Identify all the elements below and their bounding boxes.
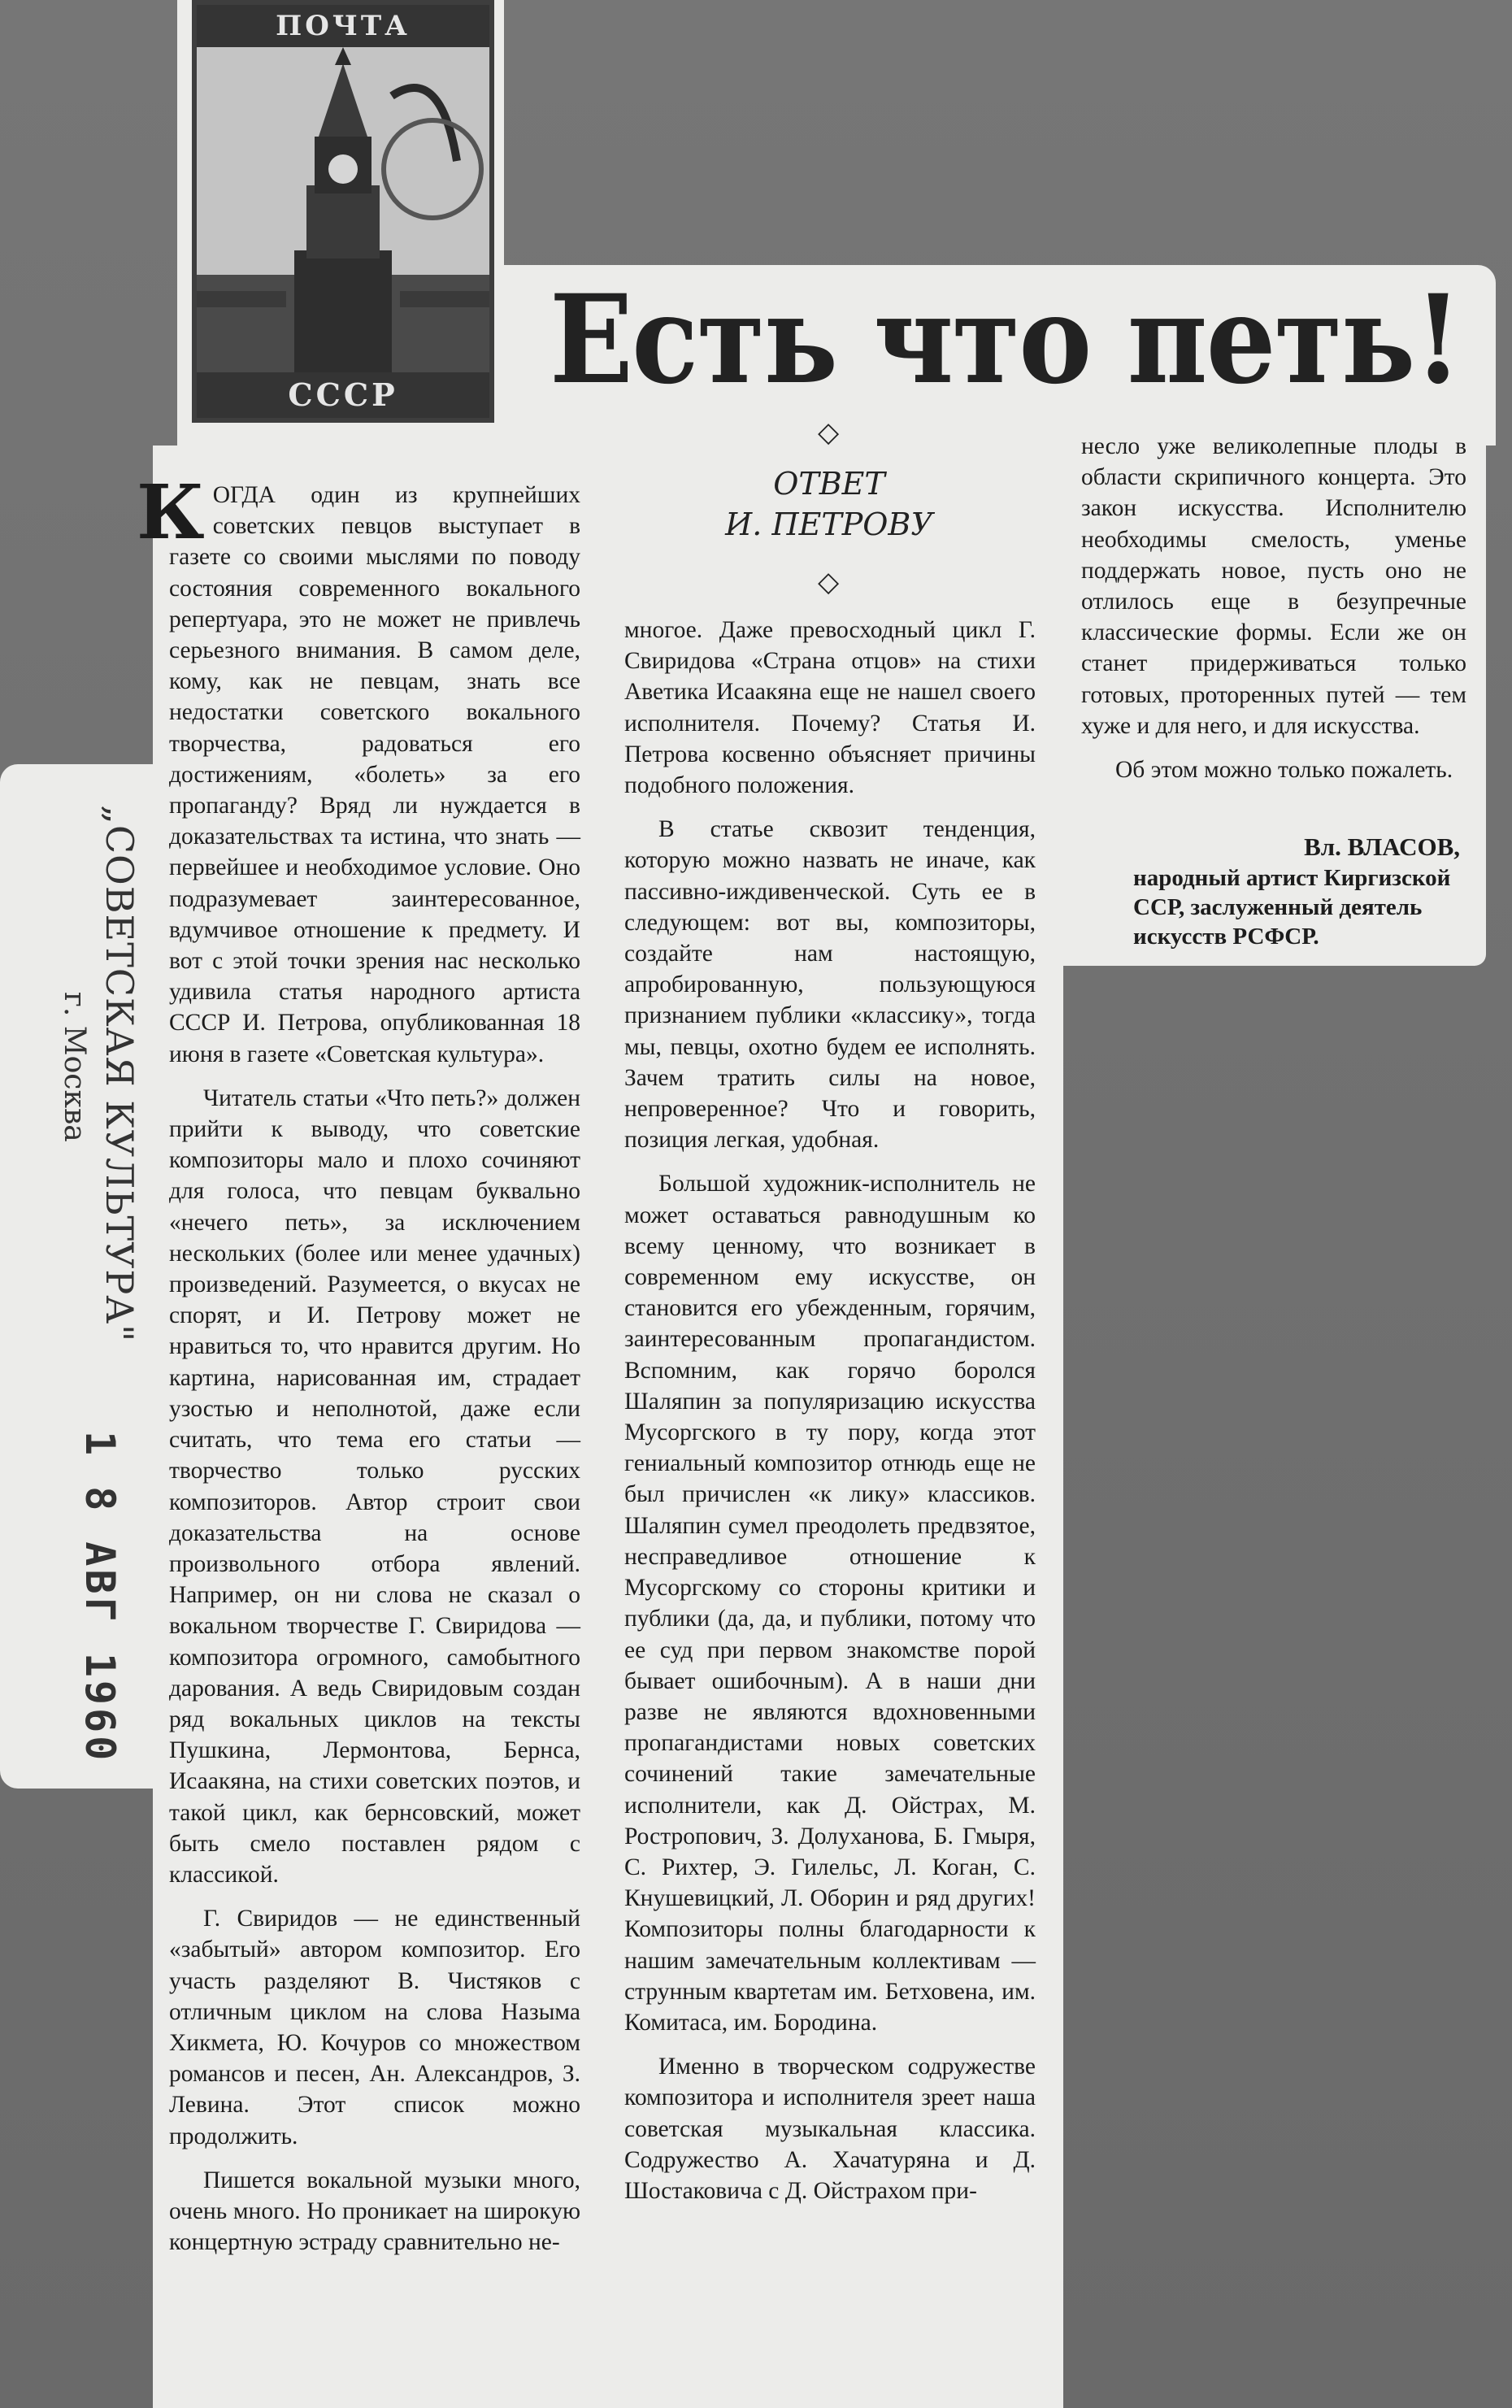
paragraph: В статье сквозит тенденция, которую можно назвать не иначе, как пассивно-иждивенческой. Суть ее в следующем: вот вы, композиторы, создайте нам настоящую, апробированную, пользующуюся признанием публики «классику», тогда мы, певцы, охотно будем ее исполнять. Зачем тратить силы на новое, непроверенное? Что и говорить, позиция легкая, удобная. bbox=[624, 816, 1036, 1154]
paragraph: Читатель статьи «Что петь?» должен прийти к выводу, что советские композиторы мало и плохо сочиняют для голоса, что певцам буквально «нечего петь», за исключением нескольких (более или менее удачных) произведений. Разумеется, о вкусах не спорят, и И. Петрову может не нравиться то, что нравится другим. Но картина, нарисованная им, страдает узостью и неполнотой, даже если считать, что тема его статьи — творчество только русских композиторов. Автор строит свои доказательства на основе произвольного отбора явлений. Например, он ни слова не сказал о вокальном творчестве Г. Свиридова — композитора огромного, самобытного дарования. А ведь Свиридовым создан ряд вокальных циклов на тексты Пушкина, Лермонтова, Бернса, Исаакяна, на стихи советских поэтов, и такой цикл, как бернсовский, может быть смело поставлен рядом с классикой. bbox=[169, 1084, 580, 1888]
diamond-ornament-bottom: ◇ bbox=[818, 566, 840, 598]
source-city: г. Москва bbox=[58, 992, 91, 1142]
subhead-line-1: ОТВЕТ bbox=[773, 466, 885, 502]
kremlin-spasskaya-tower-icon bbox=[197, 47, 489, 372]
source-date-stamp: 1 8 АВГ 1960 bbox=[76, 1431, 124, 1764]
author-title: народный артист Киргизской ССР, заслуженный деятель искусств РСФСР. bbox=[1133, 865, 1451, 950]
paragraph: несло уже великолепные плоды в области скрипичного концерта. Это закон искусства. Исполнителю необходимы смелость, уменье поддержать новое, пусть оно не отлилось еще в безупречные классические формы. Если же он станет придерживаться только готовых, проторенных путей — тем хуже и для него, и для искусства. bbox=[1081, 433, 1466, 739]
text-column-2 bbox=[624, 615, 1036, 2206]
stamp-top-text: ПОЧТА bbox=[197, 5, 489, 47]
paragraph-text: ОГДА один из крупнейших советских певцов выступает в газете со своими мыслями по поводу состояния современного вокального репертуара, это не может не привлечь серьезного внимания. В самом деле, кому, как не певцам, знать все недостатки советского вокального творчества, радоваться его достижениям, «болеть» за его пропаганду? Вряд ли нуждается в доказательствах та истина, что знать — первейшее и необходимое условие. Оно подразумевает заинтересованное, вдумчивое отношение к предмету. И вот с этой точки зрения нас несколько удивила статья народного артиста СССР И. Петрова, опубликованная 18 июня в газете «Советская культура». bbox=[169, 482, 580, 1067]
text-column-1 bbox=[137, 468, 580, 2258]
paragraph: многое. Даже превосходный цикл Г. Свиридова «Страна отцов» на стихи Аветика Исаакяна еще не нашел своего исполнителя. Почему? Статья И. Петрова косвенно объясняет причины подобного положения. bbox=[624, 617, 1036, 799]
paragraph: Пишется вокальной музыки много, очень много. Но проникает на широкую концертную эстраду сравнительно не- bbox=[169, 2167, 580, 2256]
diamond-ornament-top: ◇ bbox=[818, 416, 840, 449]
author-name: Вл. ВЛАСОВ, bbox=[1304, 832, 1460, 861]
paragraph: Об этом можно только пожалеть. bbox=[1115, 757, 1453, 784]
subhead-line-2: И. ПЕТРОВУ bbox=[725, 506, 933, 542]
stamp-bottom-text: СССР bbox=[197, 372, 489, 418]
article-subhead bbox=[626, 463, 1032, 545]
drop-cap: К bbox=[137, 468, 205, 556]
postage-stamp bbox=[192, 0, 494, 423]
paragraph: Большой художник-исполнитель не может оставаться равнодушным ко всему ценному, что возникает в современном ему искусстве, он становится его убежденным, горячим, заинтересованным пропагандистом. Вспомним, как горячо боролся Шаляпин за популяризацию искусства Мусоргского в ту пору, когда этот гениальный композитор отнюдь еще не был причислен «к лику» классиков. Шаляпин сумел преодолеть предвзятое, несправедливое отношение к Мусоргскому со стороны критики и публики (да, да, и публики, потому что ее суд при первом знакомстве порой бывает ошибочным). А в наши дни разве не являются вдохновенными пропагандистами новых советских сочинений такие замечательные исполнители, как Д. Ойстрах, М. Ростропович, З. Долуханова, Б. Гмыря, С. Рихтер, Э. Гилельс, Л. Коган, С. Кнушевицкий, Л. Оборин и ряд других! Композиторы полны благодарности к нашим замечательным коллективам — струнным квартетам им. Бетховена, им. Комитаса, им. Бородина. bbox=[624, 1171, 1036, 2036]
text-column-3 bbox=[1081, 431, 1466, 785]
paragraph: Именно в творческом содружестве композитора и исполнителя зреет наша советская музыкальная классика. Содружество А. Хачатуряна и Д. Шостаковича с Д. Ойстрахом при- bbox=[624, 2054, 1036, 2204]
paragraph: Г. Свиридов — не единственный «забытый» автором композитор. Его участь разделяют В. Чистяков с отличным циклом на слова Назыма Хикмета, Ю. Кочуров со множеством романсов и песен, Ан. Александров, З. Левина. Этот список можно продолжить. bbox=[169, 1906, 580, 2149]
source-label bbox=[33, 805, 154, 1764]
paragraph bbox=[137, 468, 580, 1070]
source-newspaper: „СОВЕТСКАЯ КУЛЬТУРА" bbox=[98, 805, 141, 1343]
article-headline: Есть что петь! bbox=[550, 268, 1461, 411]
author-signature bbox=[1130, 831, 1471, 951]
